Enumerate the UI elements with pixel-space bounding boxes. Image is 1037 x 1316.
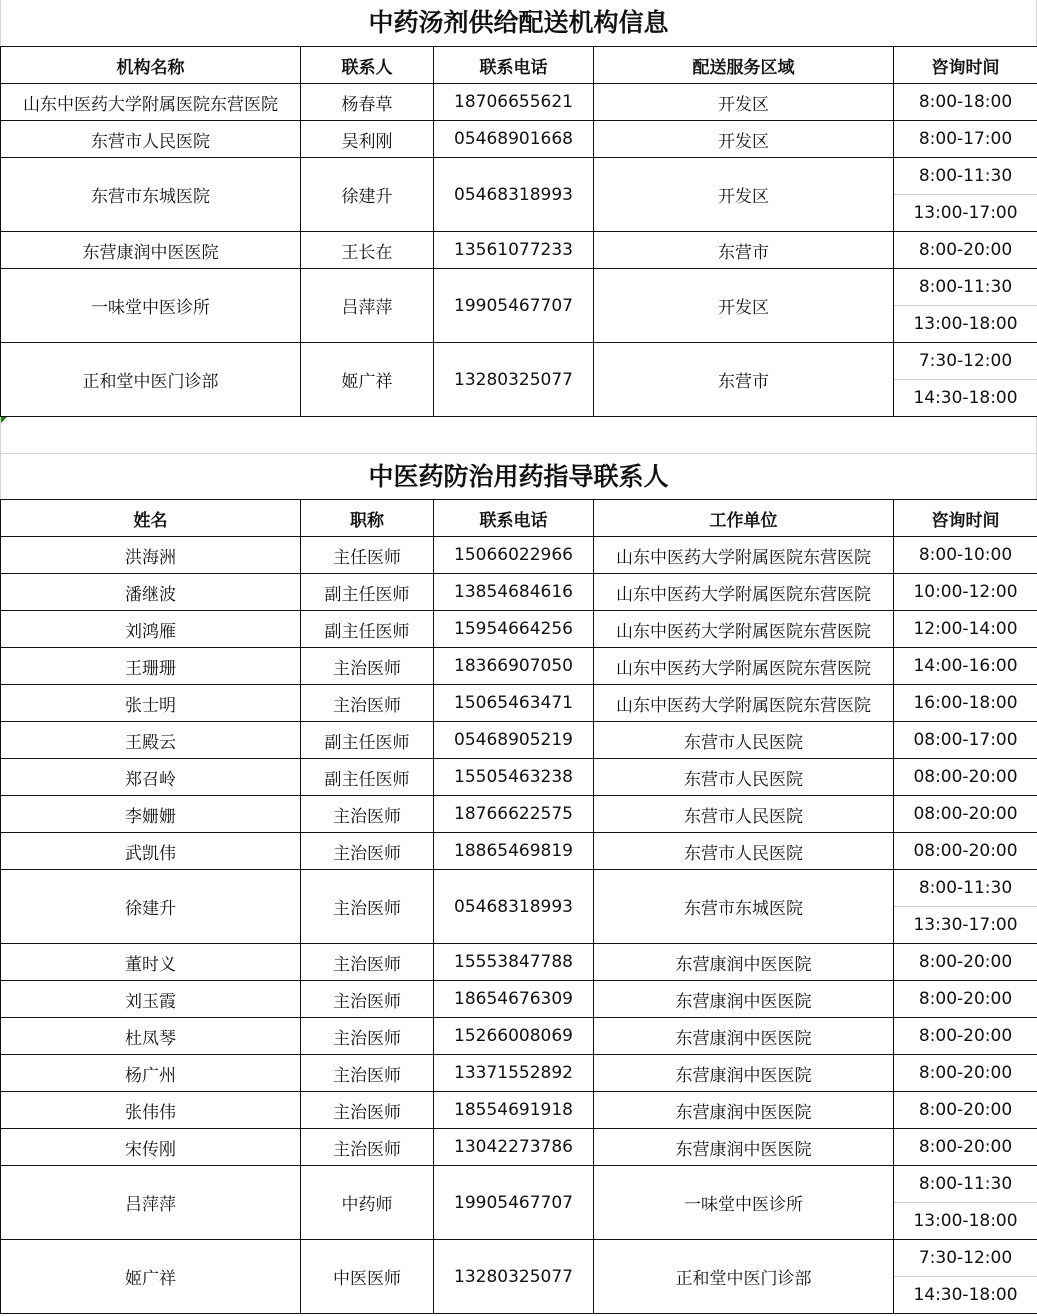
- work-unit-cell: 东营市人民医院: [594, 722, 894, 759]
- institution-name-cell: 东营市东城医院: [1, 158, 301, 232]
- table-row: [1, 833, 1037, 870]
- consult-time-cell: 12:00-14:00: [894, 611, 1037, 648]
- work-unit-cell: 东营市人民医院: [594, 759, 894, 796]
- table-row: [1, 1018, 1037, 1055]
- service-area-cell: 开发区: [594, 158, 894, 232]
- phone-cell: 13561077233: [434, 232, 594, 269]
- phone-cell: 18706655621: [434, 84, 594, 121]
- phone-cell: 13371552892: [434, 1055, 594, 1092]
- contact-person-cell: 徐建升: [301, 158, 434, 232]
- job-title-cell: 主任医师: [301, 537, 434, 574]
- col-header-institution: 机构名称: [1, 47, 301, 84]
- phone-cell: 15954664256: [434, 611, 594, 648]
- phone-cell: 18654676309: [434, 981, 594, 1018]
- work-unit-cell: 东营市东城医院: [594, 870, 894, 944]
- col-header-unit: 工作单位: [594, 500, 894, 537]
- job-title-cell: 主治医师: [301, 648, 434, 685]
- work-unit-cell: 山东中医药大学附属医院东营医院: [594, 648, 894, 685]
- consult-time-cell: 13:30-17:00: [894, 907, 1037, 944]
- consult-time-cell: 13:00-18:00: [894, 1203, 1037, 1240]
- work-unit-cell: 山东中医药大学附属医院东营医院: [594, 537, 894, 574]
- table-row: [1, 981, 1037, 1018]
- consult-time-cell: 8:00-20:00: [894, 944, 1037, 981]
- phone-cell: 15065463471: [434, 685, 594, 722]
- work-unit-cell: 正和堂中医门诊部: [594, 1240, 894, 1314]
- table-row: [1, 685, 1037, 722]
- consult-time-cell: 13:00-18:00: [894, 306, 1037, 343]
- institution-name-cell: 正和堂中医门诊部: [1, 343, 301, 417]
- service-area-cell: 开发区: [594, 121, 894, 158]
- delivery-institutions-table: [0, 46, 1037, 417]
- consult-time-cell: 8:00-20:00: [894, 232, 1037, 269]
- col-header-time: 咨询时间: [894, 500, 1037, 537]
- person-name-cell: 杨广州: [1, 1055, 301, 1092]
- phone-cell: 19905467707: [434, 269, 594, 343]
- consult-time-cell: 08:00-20:00: [894, 833, 1037, 870]
- job-title-cell: 副主任医师: [301, 722, 434, 759]
- phone-cell: 05468318993: [434, 158, 594, 232]
- institution-name-cell: 东营市人民医院: [1, 121, 301, 158]
- table-row: [1, 232, 1037, 269]
- consult-time-cell: 08:00-17:00: [894, 722, 1037, 759]
- work-unit-cell: 山东中医药大学附属医院东营医院: [594, 611, 894, 648]
- consult-time-cell: 14:30-18:00: [894, 380, 1037, 417]
- section-gap: [0, 417, 1037, 453]
- header-row: [1, 500, 1037, 537]
- person-name-cell: 徐建升: [1, 870, 301, 944]
- col-header-phone: 联系电话: [434, 500, 594, 537]
- phone-cell: 13280325077: [434, 343, 594, 417]
- col-header-time: 咨询时间: [894, 47, 1037, 84]
- job-title-cell: 主治医师: [301, 833, 434, 870]
- phone-cell: 13280325077: [434, 1240, 594, 1314]
- phone-cell: 15553847788: [434, 944, 594, 981]
- table-row: [1, 611, 1037, 648]
- contact-person-cell: 王长在: [301, 232, 434, 269]
- consult-time-cell: 7:30-12:00: [894, 343, 1037, 380]
- work-unit-cell: 东营康润中医医院: [594, 1018, 894, 1055]
- consult-time-cell: 8:00-11:30: [894, 870, 1037, 907]
- consult-time-cell: 14:00-16:00: [894, 648, 1037, 685]
- person-name-cell: 杜凤琴: [1, 1018, 301, 1055]
- table-row: [1, 870, 1037, 907]
- institution-name-cell: 一味堂中医诊所: [1, 269, 301, 343]
- job-title-cell: 中药师: [301, 1166, 434, 1240]
- job-title-cell: 主治医师: [301, 1018, 434, 1055]
- phone-cell: 18366907050: [434, 648, 594, 685]
- job-title-cell: 中医医师: [301, 1240, 434, 1314]
- person-name-cell: 董时义: [1, 944, 301, 981]
- phone-cell: 05468901668: [434, 121, 594, 158]
- job-title-cell: 主治医师: [301, 944, 434, 981]
- header-row: [1, 47, 1037, 84]
- phone-cell: 05468905219: [434, 722, 594, 759]
- phone-cell: 13854684616: [434, 574, 594, 611]
- consult-time-cell: 8:00-20:00: [894, 981, 1037, 1018]
- consult-time-cell: 13:00-17:00: [894, 195, 1037, 232]
- table-row: [1, 158, 1037, 195]
- table-row: [1, 269, 1037, 306]
- person-name-cell: 郑召岭: [1, 759, 301, 796]
- table-row: [1, 1166, 1037, 1203]
- phone-cell: 18865469819: [434, 833, 594, 870]
- table-row: [1, 574, 1037, 611]
- person-name-cell: 洪海洲: [1, 537, 301, 574]
- consult-time-cell: 8:00-20:00: [894, 1092, 1037, 1129]
- table-row: [1, 648, 1037, 685]
- contact-person-cell: 吴利刚: [301, 121, 434, 158]
- section1-title: 中药汤剂供给配送机构信息: [0, 0, 1037, 46]
- table-row: [1, 722, 1037, 759]
- col-header-area: 配送服务区域: [594, 47, 894, 84]
- phone-cell: 15066022966: [434, 537, 594, 574]
- col-header-phone: 联系电话: [434, 47, 594, 84]
- table-row: [1, 759, 1037, 796]
- consult-time-cell: 16:00-18:00: [894, 685, 1037, 722]
- person-name-cell: 王殿云: [1, 722, 301, 759]
- phone-cell: 19905467707: [434, 1166, 594, 1240]
- table-row: [1, 343, 1037, 380]
- work-unit-cell: 山东中医药大学附属医院东营医院: [594, 685, 894, 722]
- institution-name-cell: 东营康润中医医院: [1, 232, 301, 269]
- consult-time-cell: 10:00-12:00: [894, 574, 1037, 611]
- consult-time-cell: 8:00-18:00: [894, 84, 1037, 121]
- col-header-title: 职称: [301, 500, 434, 537]
- consult-time-cell: 8:00-11:30: [894, 269, 1037, 306]
- contact-person-cell: 杨春草: [301, 84, 434, 121]
- work-unit-cell: 东营康润中医医院: [594, 981, 894, 1018]
- consult-time-cell: 8:00-20:00: [894, 1129, 1037, 1166]
- person-name-cell: 张伟伟: [1, 1092, 301, 1129]
- person-name-cell: 武凯伟: [1, 833, 301, 870]
- institution-name-cell: 山东中医药大学附属医院东营医院: [1, 84, 301, 121]
- col-header-contact: 联系人: [301, 47, 434, 84]
- job-title-cell: 主治医师: [301, 981, 434, 1018]
- person-name-cell: 吕萍萍: [1, 1166, 301, 1240]
- service-area-cell: 东营市: [594, 232, 894, 269]
- work-unit-cell: 东营市人民医院: [594, 796, 894, 833]
- person-name-cell: 刘鸿雁: [1, 611, 301, 648]
- person-name-cell: 刘玉霞: [1, 981, 301, 1018]
- work-unit-cell: 山东中医药大学附属医院东营医院: [594, 574, 894, 611]
- person-name-cell: 潘继波: [1, 574, 301, 611]
- job-title-cell: 主治医师: [301, 685, 434, 722]
- job-title-cell: 主治医师: [301, 1092, 434, 1129]
- section2-title: 中医药防治用药指导联系人: [0, 453, 1037, 499]
- person-name-cell: 姬广祥: [1, 1240, 301, 1314]
- work-unit-cell: 东营市人民医院: [594, 833, 894, 870]
- table-row: [1, 1129, 1037, 1166]
- contact-person-cell: 姬广祥: [301, 343, 434, 417]
- person-name-cell: 宋传刚: [1, 1129, 301, 1166]
- person-name-cell: 李姗姗: [1, 796, 301, 833]
- table-row: [1, 121, 1037, 158]
- job-title-cell: 主治医师: [301, 1055, 434, 1092]
- person-name-cell: 张士明: [1, 685, 301, 722]
- job-title-cell: 主治医师: [301, 870, 434, 944]
- contact-person-cell: 吕萍萍: [301, 269, 434, 343]
- work-unit-cell: 一味堂中医诊所: [594, 1166, 894, 1240]
- service-area-cell: 东营市: [594, 343, 894, 417]
- guidance-contacts-table: [0, 499, 1037, 1314]
- work-unit-cell: 东营康润中医医院: [594, 1129, 894, 1166]
- table-row: [1, 1092, 1037, 1129]
- table-row: [1, 84, 1037, 121]
- consult-time-cell: 08:00-20:00: [894, 759, 1037, 796]
- cell-marker: [1, 417, 7, 423]
- work-unit-cell: 东营康润中医医院: [594, 1055, 894, 1092]
- table-row: [1, 537, 1037, 574]
- consult-time-cell: 8:00-20:00: [894, 1055, 1037, 1092]
- consult-time-cell: 8:00-11:30: [894, 158, 1037, 195]
- consult-time-cell: 8:00-17:00: [894, 121, 1037, 158]
- phone-cell: 13042273786: [434, 1129, 594, 1166]
- phone-cell: 15266008069: [434, 1018, 594, 1055]
- consult-time-cell: 7:30-12:00: [894, 1240, 1037, 1277]
- table-row: [1, 944, 1037, 981]
- table-row: [1, 1240, 1037, 1277]
- consult-time-cell: 14:30-18:00: [894, 1277, 1037, 1314]
- phone-cell: 18766622575: [434, 796, 594, 833]
- table-row: [1, 1055, 1037, 1092]
- table-row: [1, 796, 1037, 833]
- service-area-cell: 开发区: [594, 84, 894, 121]
- consult-time-cell: 8:00-11:30: [894, 1166, 1037, 1203]
- work-unit-cell: 东营康润中医医院: [594, 944, 894, 981]
- job-title-cell: 主治医师: [301, 796, 434, 833]
- phone-cell: 15505463238: [434, 759, 594, 796]
- work-unit-cell: 东营康润中医医院: [594, 1092, 894, 1129]
- phone-cell: 05468318993: [434, 870, 594, 944]
- job-title-cell: 副主任医师: [301, 759, 434, 796]
- person-name-cell: 王珊珊: [1, 648, 301, 685]
- phone-cell: 18554691918: [434, 1092, 594, 1129]
- job-title-cell: 副主任医师: [301, 574, 434, 611]
- job-title-cell: 主治医师: [301, 1129, 434, 1166]
- consult-time-cell: 8:00-20:00: [894, 1018, 1037, 1055]
- consult-time-cell: 08:00-20:00: [894, 796, 1037, 833]
- service-area-cell: 开发区: [594, 269, 894, 343]
- col-header-name: 姓名: [1, 500, 301, 537]
- job-title-cell: 副主任医师: [301, 611, 434, 648]
- consult-time-cell: 8:00-10:00: [894, 537, 1037, 574]
